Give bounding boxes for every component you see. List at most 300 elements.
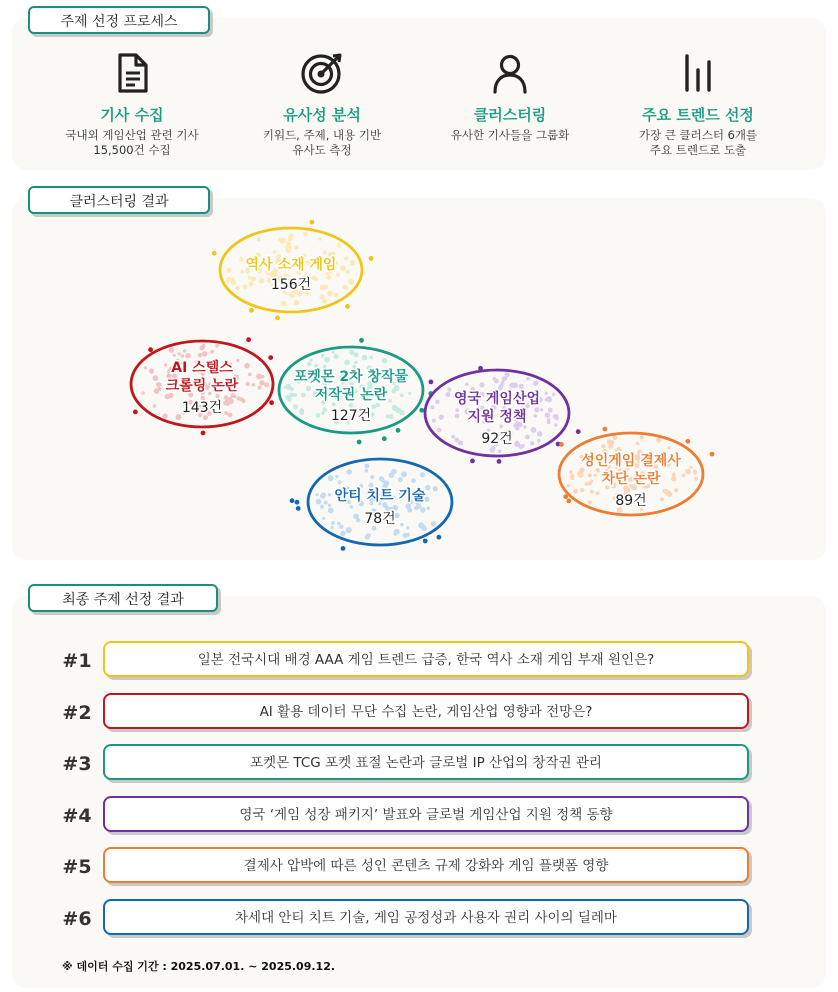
cluster-dot: [384, 480, 390, 486]
cluster-outlier-dot: [275, 316, 280, 321]
cluster-dot: [674, 488, 678, 492]
cluster-dot: [398, 477, 403, 482]
cluster-dot: [331, 526, 334, 529]
step-description: 가장 큰 클러스터 6개를 주요 트렌드로 도출: [638, 128, 758, 157]
cluster-dot: [316, 499, 322, 505]
cluster-dot: [257, 238, 261, 242]
cluster-label: 성인게임 결제사: [581, 453, 681, 469]
cluster-dot: [339, 525, 343, 529]
cluster-dot: [385, 506, 390, 511]
cluster-dot: [322, 517, 325, 520]
cluster-dot: [555, 416, 559, 420]
cluster-dot: [344, 286, 348, 290]
cluster-dot: [334, 293, 339, 298]
cluster-dot: [337, 522, 341, 526]
cluster-outlier-dot: [359, 338, 364, 343]
cluster-dot: [273, 250, 277, 254]
cluster-dot: [554, 423, 558, 427]
cluster-dot: [392, 505, 398, 511]
rank-number: #1: [62, 650, 92, 672]
cluster-dot: [249, 281, 254, 286]
cluster-dot: [226, 277, 232, 283]
cluster-count: 143건: [181, 400, 223, 416]
cluster-outlier-dot: [148, 347, 153, 352]
cluster-dot: [235, 286, 240, 291]
footnote: ※ 데이터 수집 기간 : 2025.07.01. ~ 2025.09.12.: [62, 960, 336, 973]
step-description: 국내외 게임산업 관련 기사 15,500건 수집: [65, 128, 199, 157]
cluster-dot: [353, 352, 358, 357]
cluster-outlier-dot: [249, 308, 254, 313]
cluster-dot: [314, 364, 318, 368]
cluster-dot: [525, 435, 530, 440]
cluster-dot: [590, 490, 594, 494]
cluster-dot: [533, 381, 538, 386]
cluster-dot: [601, 444, 605, 448]
cluster-dot: [287, 397, 292, 402]
cluster-dot: [299, 408, 303, 412]
cluster-dot: [315, 277, 319, 281]
cluster-dot: [509, 382, 515, 388]
cluster-dot: [284, 386, 287, 389]
step-title: 주요 트렌드 선정: [642, 106, 754, 124]
cluster-outlier-dot: [566, 499, 571, 504]
cluster-outlier-dot: [497, 459, 502, 464]
cluster-outlier-dot: [341, 546, 346, 551]
cluster-dot: [501, 381, 505, 385]
cluster-dot: [371, 412, 375, 416]
cluster-dot: [672, 472, 676, 476]
cluster-dot: [594, 474, 597, 477]
cluster-dot: [162, 413, 167, 418]
cluster-dot: [364, 464, 369, 469]
cluster-dot: [590, 480, 593, 483]
cluster-dot: [425, 485, 430, 490]
cluster-outlier-dot: [133, 410, 138, 415]
cluster-dot: [432, 419, 436, 423]
cluster-outlier-dot: [470, 459, 475, 464]
cluster-dot: [324, 285, 328, 289]
cluster-dot: [337, 243, 341, 247]
cluster-dot: [494, 379, 499, 384]
cluster-outlier-dot: [295, 500, 300, 505]
cluster-dot: [202, 351, 207, 356]
cluster-anti-cheat: [308, 459, 452, 545]
cluster-dot: [157, 387, 161, 391]
cluster-dot: [239, 257, 243, 261]
cluster-dot: [435, 400, 440, 405]
cluster-outlier-dot: [357, 440, 362, 445]
cluster-dot: [321, 411, 325, 415]
cluster-outlier-dot: [576, 429, 581, 434]
cluster-dot: [588, 500, 592, 504]
cluster-count: 92건: [481, 431, 513, 447]
cluster-dot: [318, 237, 322, 241]
cluster-dot: [455, 408, 459, 412]
cluster-dot: [264, 382, 269, 387]
cluster-outlier-dot: [423, 539, 428, 544]
cluster-dot: [328, 493, 331, 496]
cluster-dot: [546, 396, 552, 402]
cluster-dot: [671, 476, 676, 481]
cluster-dot: [198, 353, 203, 358]
cluster-dot: [240, 270, 244, 274]
cluster-dot: [693, 470, 698, 475]
cluster-count: 127건: [330, 408, 372, 424]
cluster-dot: [465, 383, 469, 387]
cluster-dot: [226, 268, 231, 273]
cluster-dot: [414, 506, 419, 511]
cluster-dot: [401, 471, 407, 477]
cluster-dot: [319, 294, 324, 299]
cluster-dot: [356, 518, 360, 522]
step-title: 유사성 분석: [283, 106, 361, 124]
cluster-dot: [231, 280, 236, 285]
cluster-outlier-dot: [710, 452, 715, 457]
cluster-outlier-dot: [310, 220, 315, 225]
cluster-dot: [328, 475, 334, 481]
cluster-dot: [526, 377, 530, 381]
cluster-dot: [236, 359, 239, 362]
cluster-dot: [169, 347, 175, 353]
cluster-dot: [307, 362, 312, 367]
cluster-dot: [685, 469, 691, 475]
cluster-dot: [682, 474, 686, 478]
cluster-dot: [552, 393, 555, 396]
step-title: 클러스터링: [473, 106, 547, 124]
cluster-dot: [149, 368, 154, 373]
cluster-label: 안티 치트 기술: [334, 488, 426, 504]
cluster-label: 포켓몬 2차 창작물: [293, 369, 409, 385]
cluster-dot: [445, 392, 450, 397]
cluster-dot: [259, 380, 264, 385]
cluster-outlier-dot: [419, 408, 424, 413]
cluster-dot: [323, 365, 327, 369]
cluster-dot: [588, 473, 592, 477]
cluster-dot: [437, 428, 442, 433]
cluster-dot: [430, 405, 434, 409]
cluster-dot: [321, 354, 325, 358]
cluster-dot: [286, 242, 291, 247]
cluster-dot: [656, 437, 661, 442]
cluster-dot: [326, 275, 331, 280]
cluster-dot: [365, 469, 369, 473]
cluster-outlier-dot: [369, 256, 374, 261]
cluster-label: 역사 소재 게임: [245, 257, 337, 273]
cluster-dot: [347, 469, 352, 474]
cluster-dot: [338, 480, 342, 484]
cluster-dot: [362, 355, 368, 361]
cluster-dot: [141, 391, 144, 394]
cluster-dot: [405, 503, 411, 509]
cluster-dot: [316, 493, 319, 496]
cluster-dot: [386, 414, 390, 418]
cluster-outlier-dot: [396, 428, 401, 433]
cluster-dot: [570, 476, 574, 480]
cluster-dot: [224, 411, 228, 415]
cluster-dot: [346, 527, 352, 533]
cluster-dot: [352, 365, 356, 369]
cluster-dot: [261, 375, 265, 379]
cluster-dot: [423, 527, 428, 532]
cluster-label: AI 스텔스: [171, 360, 233, 376]
cluster-dot: [293, 404, 298, 409]
cluster-dot: [316, 413, 321, 418]
cluster-dot: [382, 358, 387, 363]
cluster-dot: [350, 505, 353, 508]
cluster-dot: [451, 435, 455, 439]
topic-item: 포켓몬 TCG 포켓 표절 논란과 글로벌 IP 산업의 창작권 관리: [103, 744, 749, 780]
cluster-dot: [530, 441, 534, 445]
cluster-count: 156건: [270, 277, 312, 293]
cluster-dot: [455, 414, 460, 419]
cluster-dot: [331, 351, 334, 354]
cluster-outlier-dot: [246, 337, 251, 342]
rank-number: #2: [62, 702, 92, 724]
cluster-dot: [310, 358, 313, 361]
cluster-dot: [400, 523, 404, 527]
cluster-outlier-dot: [437, 535, 442, 540]
cluster-dot: [370, 475, 374, 479]
topic-item: 차세대 안티 치트 기술, 게임 공정성과 사용자 권리 사이의 딜레마: [103, 899, 749, 935]
cluster-dot: [153, 404, 156, 407]
topic-item: 일본 전국시대 배경 AAA 게임 트렌드 급증, 한국 역사 소재 게임 부재 원인은?: [103, 641, 749, 677]
cluster-dot: [164, 363, 167, 366]
cluster-dot: [534, 414, 538, 418]
cluster-dot: [596, 491, 600, 495]
cluster-dot: [636, 442, 640, 446]
cluster-label: 크롤링 논란: [165, 378, 239, 394]
cluster-outlier-dot: [559, 442, 564, 447]
rank-number: #6: [62, 908, 92, 930]
cluster-dot: [411, 478, 416, 483]
cluster-dot: [350, 260, 356, 266]
cluster-dot: [523, 425, 526, 428]
cluster-dot: [547, 418, 551, 422]
cluster-dot: [369, 356, 373, 360]
cluster-dot: [251, 276, 256, 281]
cluster-dot: [519, 384, 524, 389]
cluster-dot: [346, 270, 350, 274]
cluster-dot: [354, 361, 358, 365]
cluster-outlier-dot: [212, 251, 217, 256]
cluster-dot: [420, 507, 426, 513]
cluster-dot: [215, 394, 219, 398]
cluster-dot: [531, 427, 537, 433]
cluster-dot: [241, 399, 245, 403]
cluster-dot: [515, 441, 519, 445]
cluster-dot: [165, 394, 170, 399]
cluster-dot: [399, 410, 405, 416]
cluster-dot: [433, 486, 438, 491]
cluster-dot: [295, 301, 299, 305]
cluster-dot: [545, 413, 550, 418]
cluster-dot: [200, 345, 205, 350]
cluster-dot: [537, 431, 542, 436]
cluster-dot: [335, 475, 338, 478]
cluster-dot: [156, 382, 161, 387]
cluster-dot: [585, 482, 589, 486]
cluster-dot: [640, 435, 644, 439]
clustering-header: 클러스터링 결과: [28, 186, 210, 214]
cluster-outlier-dot: [201, 431, 206, 436]
cluster-dot: [369, 483, 374, 488]
cluster-dot: [694, 477, 698, 481]
step-description: 유사한 기사들을 그룹화: [450, 128, 570, 142]
topic-item: 결제사 압박에 따른 성인 콘텐츠 규제 강화와 게임 플랫폼 영향: [103, 847, 749, 883]
cluster-dot: [333, 354, 338, 359]
cluster-dot: [458, 440, 463, 445]
process-header: 주제 선정 프로세스: [28, 6, 210, 34]
cluster-dot: [388, 399, 392, 403]
cluster-dot: [344, 360, 350, 366]
cluster-dot: [181, 354, 184, 357]
cluster-dot: [504, 377, 508, 381]
cluster-count: 89건: [615, 493, 647, 509]
cluster-dot: [303, 232, 308, 237]
cluster-dot: [537, 439, 541, 443]
topic-item: 영국 ‘게임 성장 패키지’ 발표와 글로벌 게임산업 지원 정책 동향: [103, 796, 749, 832]
cluster-dot: [176, 414, 182, 420]
cluster-outlier-dot: [269, 400, 274, 405]
cluster-dot: [259, 278, 264, 283]
cluster-outlier-dot: [686, 439, 691, 444]
cluster-dot: [342, 266, 346, 270]
cluster-dot: [667, 492, 672, 497]
cluster-dot: [153, 375, 159, 381]
cluster-pokemon: [279, 347, 423, 433]
final-header: 최종 주제 선정 결과: [28, 584, 218, 612]
cluster-dot: [578, 472, 584, 478]
cluster-outlier-dot: [382, 436, 387, 441]
cluster-dot: [391, 469, 397, 475]
step-description: 키워드, 주제, 내용 기반 유사도 측정: [262, 128, 382, 157]
cluster-dot: [320, 494, 325, 499]
cluster-ai-crawling: [131, 341, 273, 427]
cluster-dot: [327, 291, 333, 297]
cluster-dot: [306, 386, 311, 391]
cluster-dot: [439, 415, 444, 420]
cluster-label: 차단 논란: [601, 471, 661, 487]
cluster-dot: [499, 424, 503, 428]
cluster-dot: [328, 508, 334, 514]
cluster-dot: [569, 471, 573, 475]
rank-number: #4: [62, 805, 92, 827]
cluster-dot: [447, 387, 451, 391]
cluster-dot: [403, 533, 408, 538]
cluster-dot: [391, 389, 396, 394]
cluster-dot: [545, 392, 548, 395]
cluster-dot: [280, 238, 286, 244]
cluster-dot: [281, 301, 287, 307]
cluster-dot: [185, 353, 190, 358]
rank-number: #3: [62, 753, 92, 775]
cluster-outlier-dot: [429, 380, 434, 385]
cluster-dot: [431, 521, 437, 527]
cluster-dot: [215, 344, 219, 348]
cluster-dot: [210, 350, 214, 354]
cluster-dot: [408, 392, 411, 395]
cluster-dot: [406, 526, 409, 529]
step-title: 기사 수집: [100, 106, 164, 124]
cluster-dot: [331, 521, 335, 525]
cluster-dot: [534, 407, 539, 412]
cluster-dot: [613, 435, 618, 440]
rank-number: #5: [62, 856, 92, 878]
cluster-outlier-dot: [603, 427, 608, 432]
cluster-dot: [454, 438, 459, 443]
cluster-dot: [328, 504, 331, 507]
cluster-dot: [567, 484, 571, 488]
cluster-dot: [573, 489, 578, 494]
cluster-dot: [393, 532, 397, 536]
cluster-dot: [243, 284, 248, 289]
cluster-dot: [245, 382, 249, 386]
cluster-dot: [324, 357, 330, 363]
cluster-dot: [667, 446, 670, 449]
cluster-dot: [324, 501, 328, 505]
cluster-dot: [183, 349, 186, 352]
cluster-dot: [336, 273, 340, 277]
cluster-dot: [294, 245, 298, 249]
cluster-dot: [233, 395, 236, 398]
topic-item: AI 활용 데이터 무단 수집 논란, 게임산업 영향과 전망은?: [103, 693, 749, 729]
cluster-dot: [331, 251, 335, 255]
cluster-dot: [289, 234, 294, 239]
cluster-label: 지원 정책: [467, 409, 527, 425]
cluster-dot: [420, 472, 425, 477]
cluster-dot: [248, 373, 252, 377]
cluster-label: 저작권 논란: [314, 387, 388, 403]
cluster-label: 영국 게임산업: [453, 391, 541, 407]
cluster-dot: [173, 354, 176, 357]
cluster-dot: [490, 447, 495, 452]
cluster-dot: [498, 450, 502, 454]
cluster-dot: [400, 394, 404, 398]
cluster-dot: [223, 401, 227, 405]
cluster-dot: [228, 413, 233, 418]
cluster-dot: [344, 256, 348, 260]
cluster-dot: [323, 251, 327, 255]
cluster-dot: [289, 393, 294, 398]
cluster-dot: [322, 299, 327, 304]
cluster-dot: [580, 488, 584, 492]
cluster-dot: [349, 403, 354, 408]
cluster-dot: [248, 276, 252, 280]
cluster-dot: [320, 505, 324, 509]
cluster-dot: [257, 386, 261, 390]
cluster-dot: [365, 535, 370, 540]
cluster-dot: [479, 382, 484, 387]
cluster-dot: [660, 497, 664, 501]
cluster-outlier-dot: [345, 304, 350, 309]
cluster-dot: [690, 466, 693, 469]
cluster-dot: [178, 352, 181, 355]
cluster-dot: [340, 531, 346, 537]
cluster-outlier-dot: [268, 355, 273, 360]
cluster-dot: [506, 374, 509, 377]
cluster-dot: [144, 366, 147, 369]
cluster-dot: [348, 279, 354, 285]
cluster-dot: [607, 439, 612, 444]
cluster-outlier-dot: [290, 498, 295, 503]
cluster-dot: [301, 393, 306, 398]
cluster-dot: [252, 383, 255, 386]
cluster-dot: [244, 363, 250, 369]
cluster-dot: [372, 404, 377, 409]
cluster-count: 78건: [364, 511, 396, 527]
cluster-dot: [548, 408, 553, 413]
cluster-outlier-dot: [296, 506, 301, 511]
